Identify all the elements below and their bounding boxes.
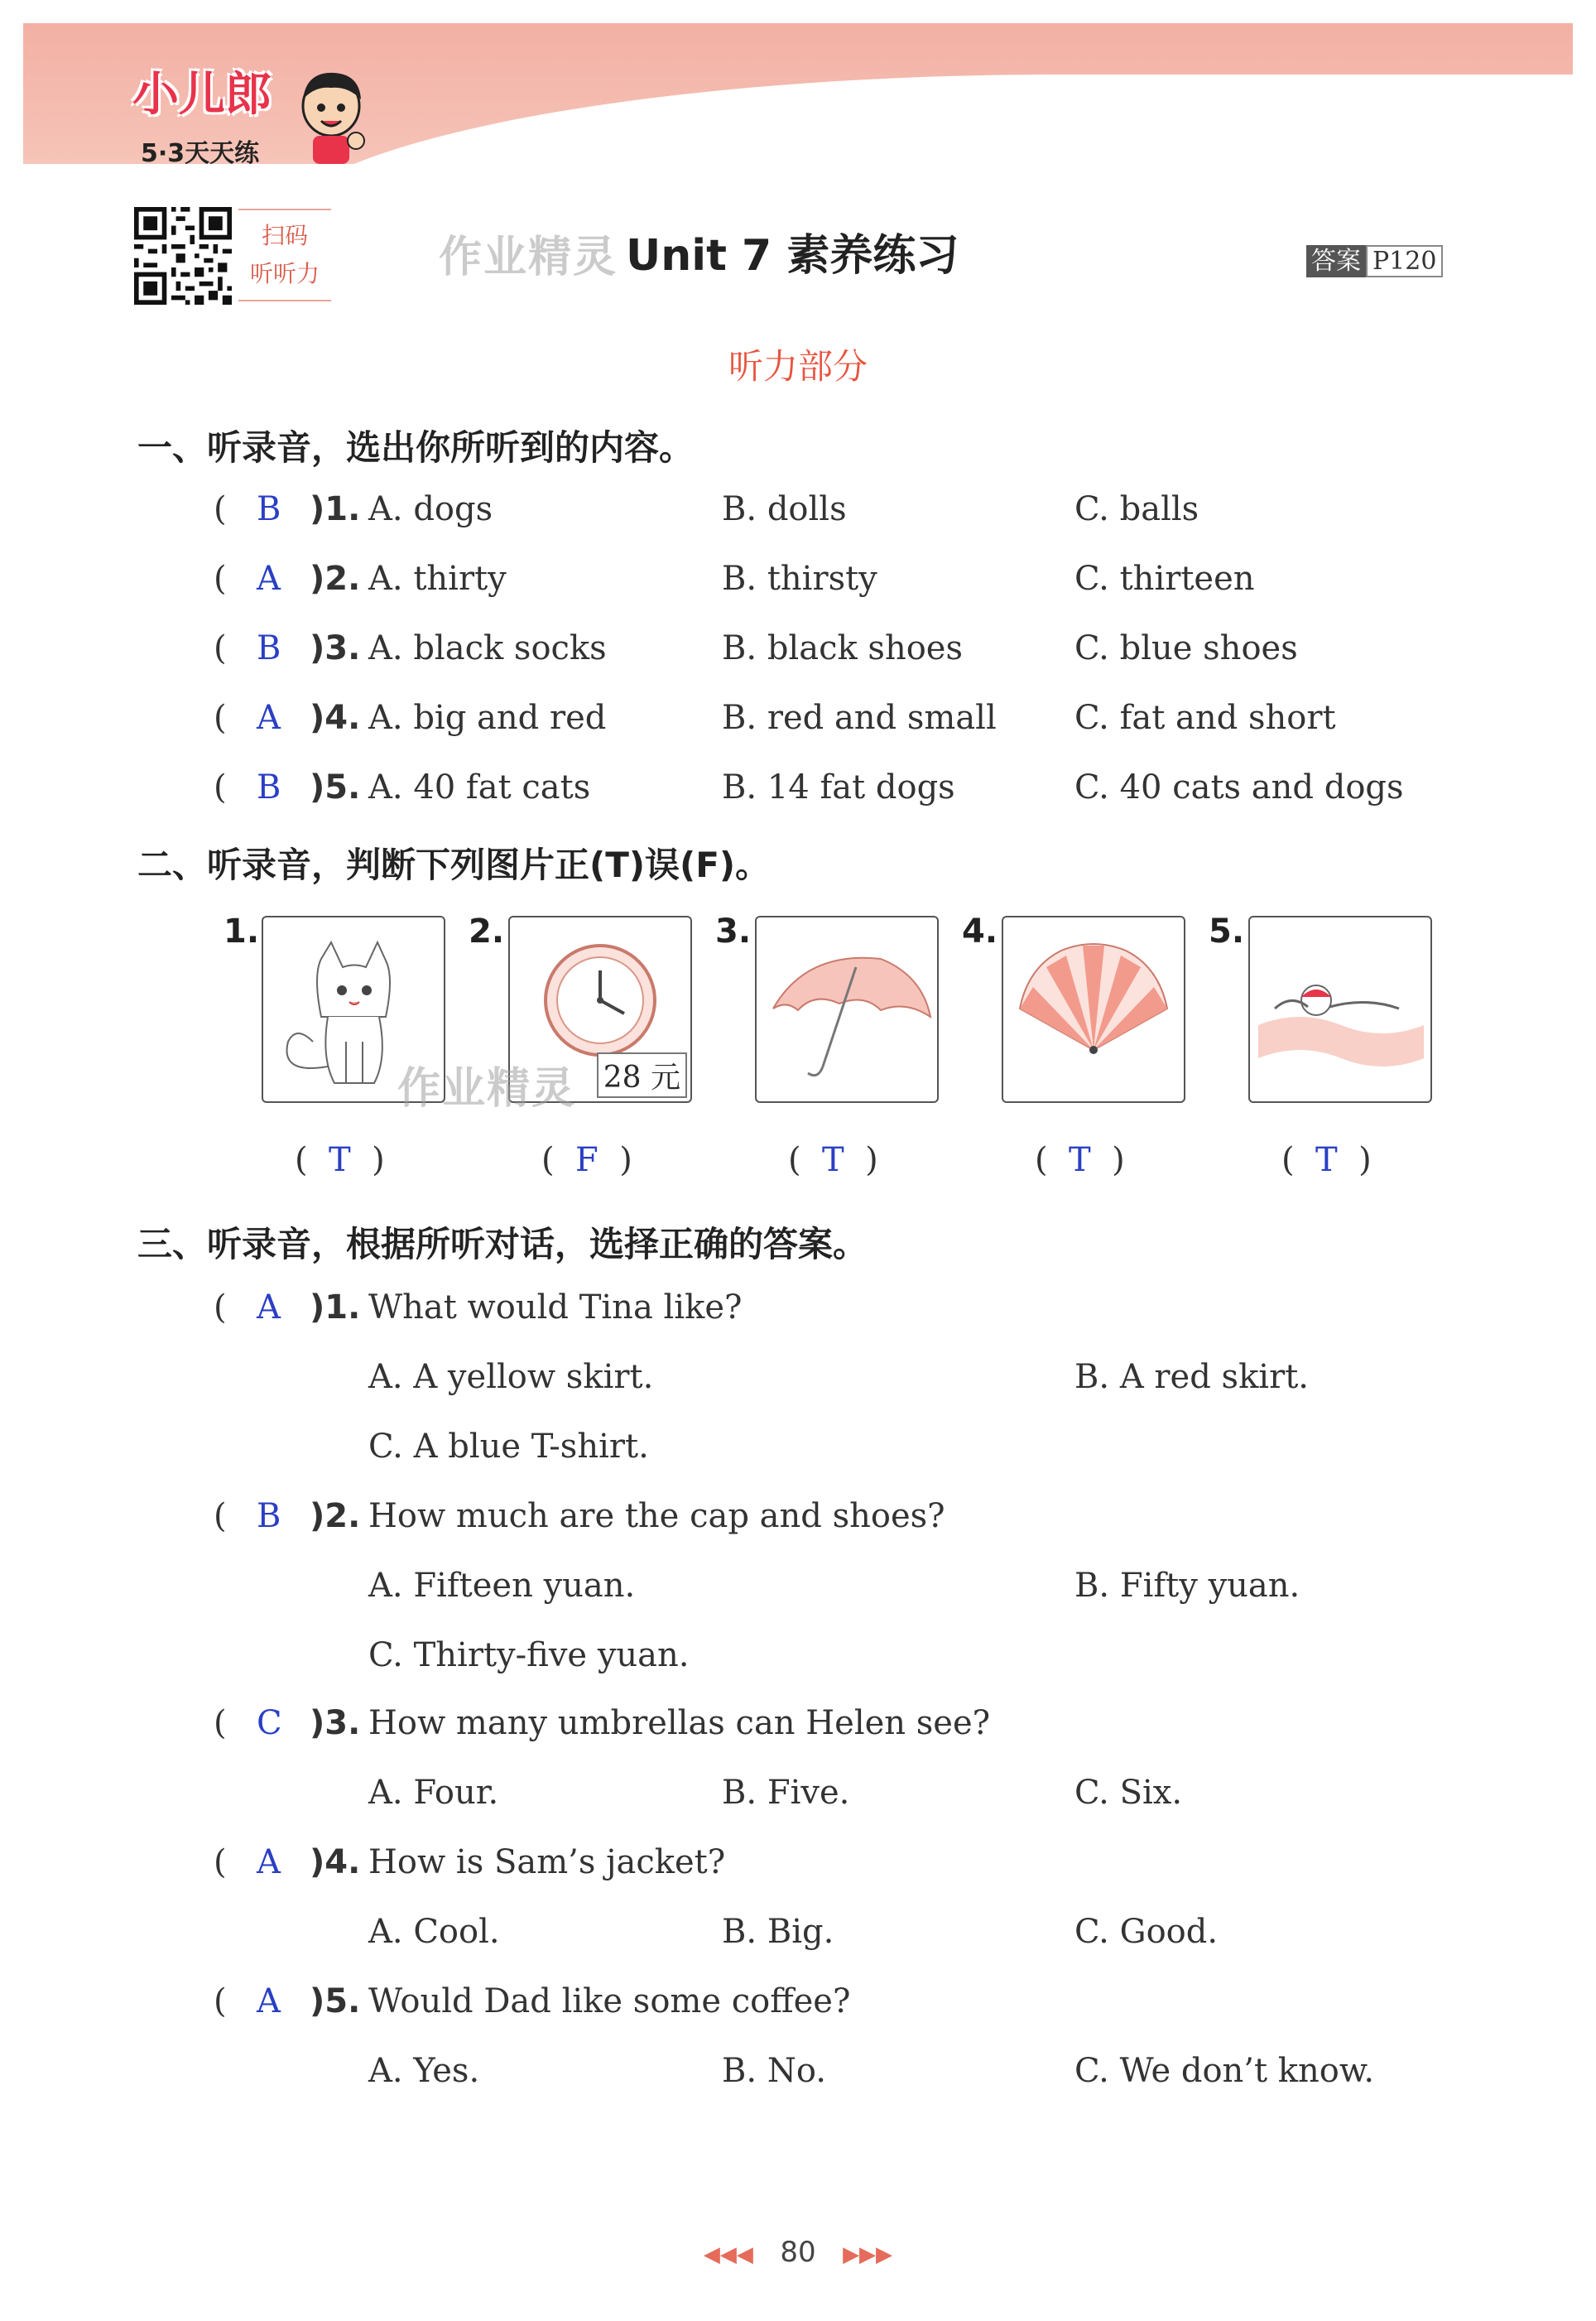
option-a: A. Cool.	[368, 1913, 500, 1951]
watermark: 作业精灵	[439, 233, 618, 282]
picture-number: 3.	[715, 913, 752, 951]
option-c: C. fat and short	[1074, 699, 1336, 737]
answer-page: P120	[1366, 245, 1443, 277]
scan-label	[238, 209, 331, 301]
option-a: A. Yes.	[368, 2052, 480, 2090]
option-a: A. Fifteen yuan.	[368, 1567, 636, 1605]
question-row: ( B )2. How much are the cap and shoes?	[214, 1497, 945, 1535]
option-c: C. blue shoes	[1074, 629, 1298, 667]
question-text: How many umbrellas can Helen see?	[368, 1704, 991, 1742]
option-b: B. A red skirt.	[1074, 1358, 1310, 1396]
option-c: C. balls	[1074, 490, 1199, 528]
option-b: B. 14 fat dogs	[722, 768, 955, 807]
answer-mark: A	[257, 699, 281, 737]
answer-mark: B	[257, 768, 281, 807]
page-footer	[0, 2236, 1596, 2269]
answer-label: 答案	[1306, 245, 1366, 277]
tf-answer: ( T )	[295, 1141, 385, 1179]
question-text: How much are the cap and shoes?	[368, 1497, 945, 1535]
list-item: ( B )1. A. dogs B. dolls C. balls	[214, 490, 1199, 528]
answer-mark: B	[257, 1497, 281, 1535]
tf-mark: T	[1069, 1141, 1091, 1179]
option-b: B. black shoes	[722, 629, 963, 667]
answer-mark: B	[257, 490, 281, 528]
tf-answer: ( T )	[1281, 1141, 1372, 1179]
tf-mark: T	[822, 1141, 844, 1179]
answer-mark: B	[257, 629, 281, 667]
picture-box	[1002, 916, 1185, 1103]
scan-line2: 听听力	[249, 260, 320, 287]
question-number: )3.	[310, 1704, 361, 1742]
section3-heading: 三、听录音，根据所听对话，选择正确的答案。	[137, 1224, 868, 1264]
tf-answer: ( T )	[788, 1141, 878, 1179]
question-number: )3.	[310, 629, 361, 667]
option-b: B. dolls	[722, 490, 847, 528]
answer-mark: A	[257, 1288, 281, 1327]
question-number: )4.	[310, 699, 361, 737]
list-item: ( B )5. A. 40 fat cats B. 14 fat dogs C. 40 cats and dogs	[214, 768, 1404, 807]
tf-answer: ( F )	[541, 1141, 632, 1179]
option-row	[0, 1358, 1596, 1408]
page-title: Unit 7 素养练习	[626, 231, 959, 281]
option-c: C. A blue T-shirt.	[368, 1428, 649, 1466]
option-c: C. 40 cats and dogs	[1074, 768, 1404, 807]
answer-mark: C	[257, 1704, 282, 1742]
question-row: ( C )3. How many umbrellas can Helen see?	[214, 1704, 991, 1742]
fan-icon	[1003, 917, 1184, 1101]
tf-mark: F	[575, 1141, 598, 1179]
option-a: A. Four.	[368, 1774, 499, 1812]
question-number: )2.	[310, 560, 361, 598]
option-b: B. thirsty	[722, 560, 877, 598]
section2-heading: 二、听录音，判断下列图片正(T)误(F)。	[137, 845, 771, 885]
logo-main-text: 小儿郎	[132, 68, 272, 122]
option-b: B. Five.	[722, 1774, 850, 1812]
option-row	[0, 2052, 1596, 2102]
logo-sub-text: 5·3天天练	[141, 139, 260, 168]
option-row	[0, 1913, 1596, 1962]
option-b: B. Big.	[722, 1913, 834, 1951]
picture-number: 1.	[224, 913, 260, 951]
option-c: C. thirteen	[1074, 560, 1255, 598]
answer-mark: A	[257, 560, 281, 598]
question-number: )1.	[310, 490, 361, 528]
option-row	[0, 1428, 1596, 1477]
option-a: A. dogs	[368, 490, 493, 528]
question-number: )2.	[310, 1497, 361, 1535]
picture-number: 4.	[962, 913, 998, 951]
tf-answer: ( T )	[1035, 1141, 1125, 1179]
swimmer-icon	[1250, 917, 1430, 1101]
option-a: A. A yellow skirt.	[368, 1358, 654, 1396]
option-a: A. black socks	[368, 629, 607, 667]
section1-heading: 一、听录音，选出你所听到的内容。	[137, 427, 695, 468]
option-b: B. Fifty yuan.	[1074, 1567, 1300, 1605]
mascot-icon	[290, 66, 373, 166]
option-a: A. big and red	[368, 699, 607, 737]
question-row: ( A )4. How is Sam’s jacket?	[214, 1843, 726, 1881]
option-c: C. Six.	[1074, 1774, 1183, 1812]
option-row	[0, 1774, 1596, 1823]
picture-box	[1248, 916, 1432, 1103]
question-row: ( A )1. What would Tina like?	[214, 1288, 743, 1327]
watermark: 作业精灵	[397, 1064, 577, 1114]
answer-mark: A	[257, 1843, 281, 1881]
question-number: )5.	[310, 768, 361, 807]
picture-number: 5.	[1209, 913, 1245, 951]
question-number: )5.	[310, 1982, 361, 2020]
option-c: C. Good.	[1074, 1913, 1219, 1951]
list-item: ( B )3. A. black socks B. black shoes C. blue shoes	[214, 629, 1298, 667]
question-number: )4.	[310, 1843, 361, 1881]
question-text: What would Tina like?	[368, 1288, 743, 1327]
option-b: B. red and small	[722, 699, 997, 737]
answer-mark: A	[257, 1982, 281, 2020]
option-c: C. Thirty-five yuan.	[368, 1636, 690, 1674]
answer-reference	[1306, 240, 1443, 277]
option-a: A. thirty	[368, 560, 507, 598]
right-arrows-icon: ▶▶▶	[843, 2242, 893, 2267]
picture-number: 2.	[469, 913, 505, 951]
list-item: ( A )4. A. big and red B. red and small C. fat and short	[214, 699, 1336, 737]
option-row	[0, 1636, 1596, 1686]
picture-box	[755, 916, 939, 1103]
section-subtitle: 听力部分	[728, 346, 868, 387]
question-row: ( A )5. Would Dad like some coffee?	[214, 1982, 851, 2020]
question-text: Would Dad like some coffee?	[368, 1982, 851, 2020]
option-b: B. No.	[722, 2052, 826, 2090]
umbrella-icon	[757, 917, 937, 1101]
list-item: ( A )2. A. thirty B. thirsty C. thirteen	[214, 560, 1255, 598]
option-row	[0, 1567, 1596, 1616]
page-number: 80	[780, 2236, 816, 2269]
question-number: )1.	[310, 1288, 361, 1327]
price-tag: 28 元	[597, 1052, 687, 1098]
qr-code-icon[interactable]	[134, 207, 232, 305]
option-c: C. We don’t know.	[1074, 2052, 1375, 2090]
option-a: A. 40 fat cats	[368, 768, 591, 807]
question-text: How is Sam’s jacket?	[368, 1843, 726, 1881]
left-arrows-icon: ◀◀◀	[703, 2242, 753, 2267]
tf-mark: T	[329, 1141, 351, 1179]
scan-line1: 扫码	[261, 222, 308, 249]
tf-mark: T	[1315, 1141, 1338, 1179]
